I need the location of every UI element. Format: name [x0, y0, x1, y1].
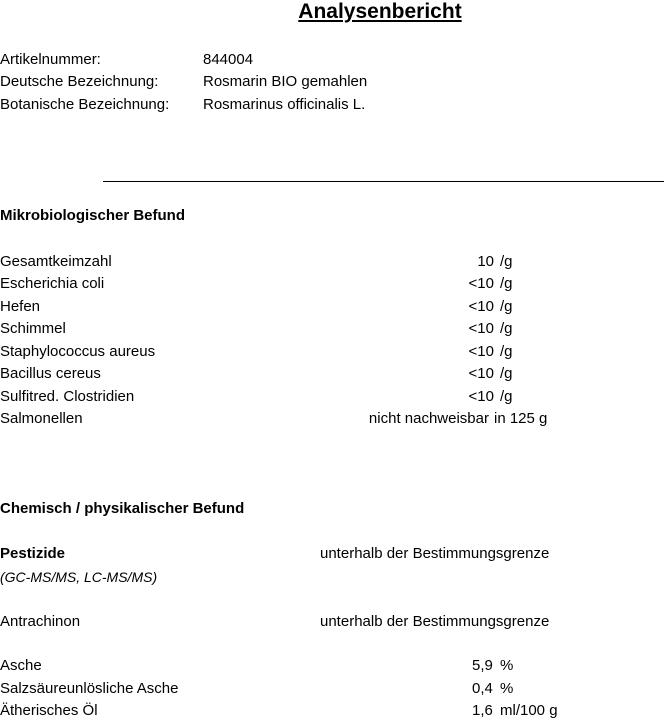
- micro-row-name: Staphylococcus aureus: [0, 343, 156, 360]
- chem-row-unit: ml/100 g: [500, 702, 558, 719]
- botanical-name-value: Rosmarinus officinalis L.: [203, 96, 366, 113]
- chem-row-value: 0,4: [472, 680, 493, 697]
- micro-row-value: <10: [468, 388, 494, 405]
- micro-row-name: Hefen: [0, 298, 41, 315]
- divider-line: [103, 181, 664, 182]
- micro-row-name: Schimmel: [0, 320, 66, 337]
- micro-row-name: Escherichia coli: [0, 275, 105, 292]
- micro-row-unit: /g: [500, 343, 513, 360]
- micro-row-value: 10: [477, 253, 494, 270]
- micro-row-name: Sulfitred. Clostridien: [0, 388, 135, 405]
- german-name-value: Rosmarin BIO gemahlen: [203, 73, 368, 90]
- pestizide-value: unterhalb der Bestimmungsgrenze: [320, 545, 550, 562]
- micro-row-value: <10: [468, 365, 494, 382]
- pestizide-label: Pestizide: [0, 545, 66, 562]
- chem-row-name: Asche: [0, 657, 42, 674]
- micro-row-unit: /g: [500, 388, 513, 405]
- chem-row-value: 1,6: [472, 702, 493, 719]
- micro-row-value: <10: [468, 320, 494, 337]
- article-number-value: 844004: [203, 51, 254, 68]
- chem-row-unit: %: [500, 657, 514, 674]
- pestizide-method: (GC-MS/MS, LC-MS/MS): [0, 569, 158, 585]
- chem-row-value: 5,9: [472, 657, 493, 674]
- micro-row-unit: /g: [500, 298, 513, 315]
- page-title: Analysenbericht: [298, 0, 462, 23]
- micro-row-value: <10: [468, 298, 494, 315]
- micro-heading: Mikrobiologischer Befund: [0, 207, 186, 224]
- micro-row-unit: /g: [500, 365, 513, 382]
- article-number-label: Artikelnummer:: [0, 51, 101, 68]
- antrachinon-value: unterhalb der Bestimmungsgrenze: [320, 613, 550, 630]
- micro-row-unit: /g: [500, 253, 513, 270]
- micro-row-unit: /g: [500, 275, 513, 292]
- german-name-label: Deutsche Bezeichnung:: [0, 73, 159, 90]
- micro-row-name: Gesamtkeimzahl: [0, 253, 112, 270]
- micro-row-unit: in 125 g: [494, 410, 548, 427]
- antrachinon-label: Antrachinon: [0, 613, 81, 630]
- micro-row-value: nicht nachweisbar: [368, 410, 489, 427]
- micro-row-value: <10: [468, 275, 494, 292]
- chem-row-name: Salzsäureunlösliche Asche: [0, 680, 179, 697]
- chem-heading: Chemisch / physikalischer Befund: [0, 500, 245, 517]
- micro-row-name: Bacillus cereus: [0, 365, 101, 382]
- chem-row-unit: %: [500, 680, 514, 697]
- micro-row-value: <10: [468, 343, 494, 360]
- micro-row-unit: /g: [500, 320, 513, 337]
- chem-row-name: Ätherisches Öl: [0, 702, 98, 719]
- botanical-name-label: Botanische Bezeichnung:: [0, 96, 170, 113]
- micro-row-name: Salmonellen: [0, 410, 83, 427]
